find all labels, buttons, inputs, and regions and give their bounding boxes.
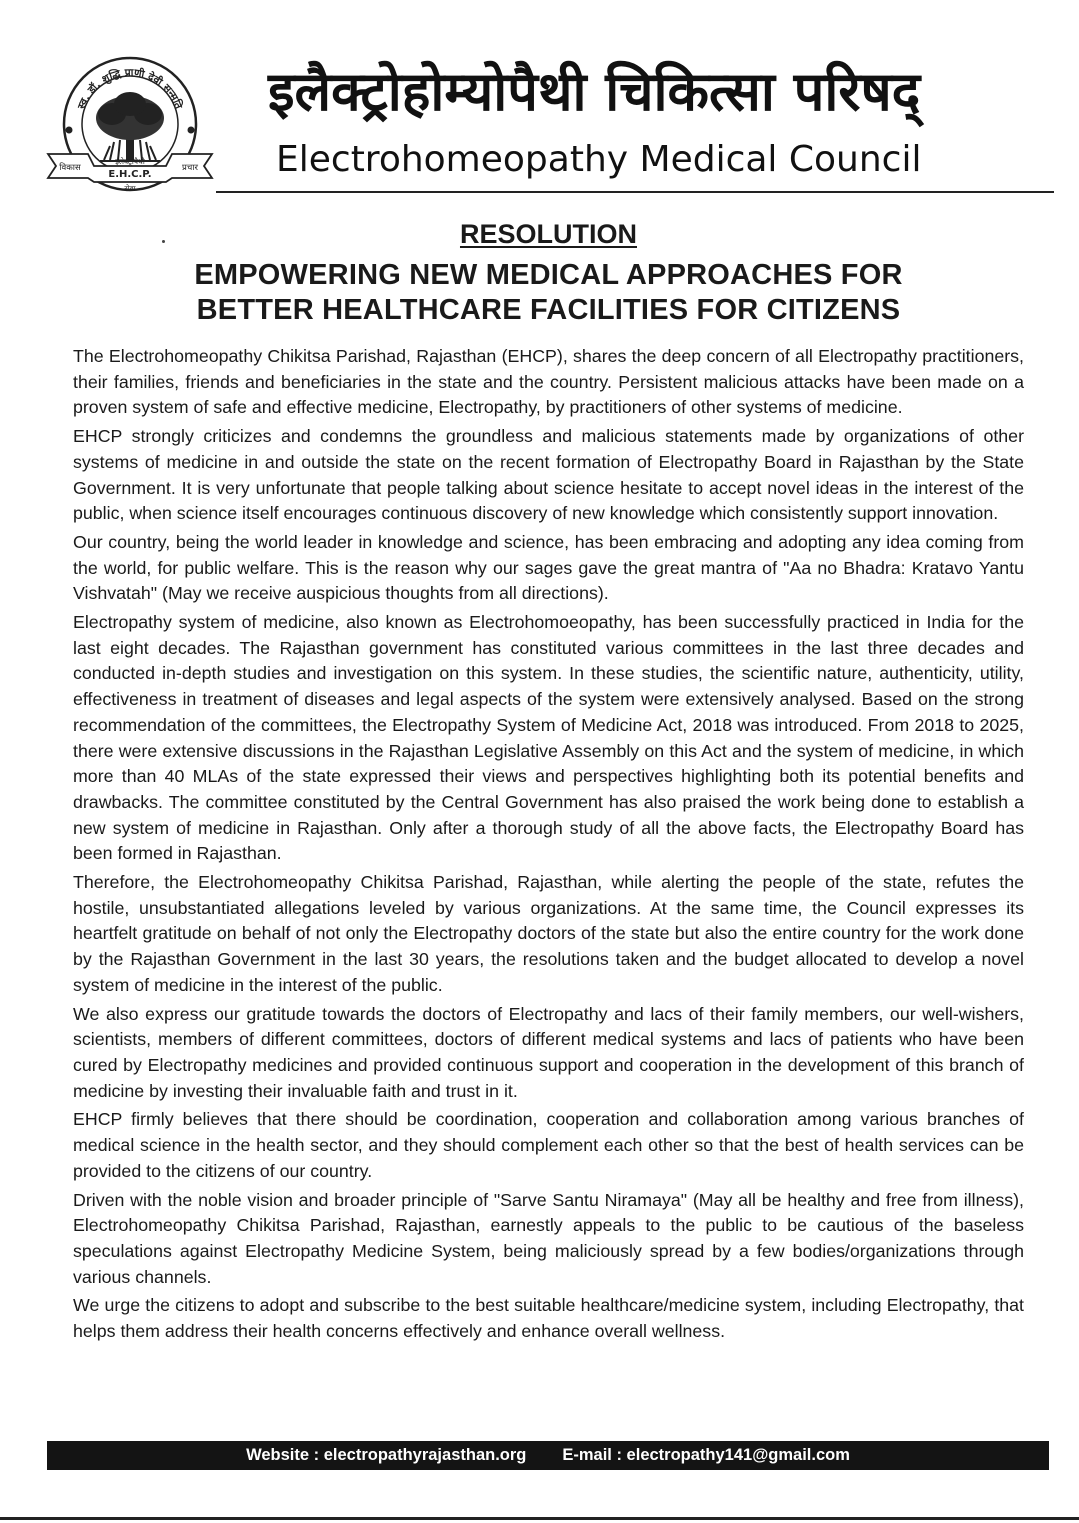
logo-arc-text: स्व. डॉ. शुद्धि प्राणी देवी सन्मति xyxy=(75,66,185,111)
logo-center-label: इलेक्ट्रोपैथी xyxy=(115,157,145,166)
headline-line-2: BETTER HEALTHCARE FACILITIES FOR CITIZENS xyxy=(196,294,901,326)
logo-ribbon-text: E.H.C.P. xyxy=(108,169,152,180)
logo-left-label: विकास xyxy=(59,163,81,173)
paragraph: Therefore, the Electrohomeopathy Chikitsa Parishad, Rajasthan, while alerting the people of the state, refutes the hostile, unsubstantiated allegations leveled by various organizations. At the same time, the Council expresses its heartfelt gratitude on behalf of not only the Electropathy doctors of the state but also the entire country for the work done by the Rajasthan Government in the last 30 years, the resolutions taken and the budget allocated to develop a novel system of medicine in the interest of the public. xyxy=(73,872,1024,995)
bottom-divider xyxy=(0,1517,1079,1520)
logo-right-label: प्रचार xyxy=(182,163,198,173)
document-headline xyxy=(0,258,1079,328)
header-divider xyxy=(216,191,1054,193)
footer-website[interactable]: Website : electropathyrajasthan.org xyxy=(246,1446,527,1464)
resolution-label: RESOLUTION xyxy=(459,219,637,249)
paragraph: Electropathy system of medicine, also known as Electrohomoeopathy, has been successfully practiced in India for the last eight decades. The Rajasthan government has constituted various committees in the last three decades and conducted in-depth studies and investigation on this system. In these studies, the scientific nature, authenticity, utility, effectiveness in treatment of diseases and legal aspects of the system were extensively analysed. Based on the strong recommendation of the committees, the Electropathy System of Medicine Act, 2018 was introduced. From 2018 to 2025, there were extensive discussions in the Rajasthan Legislative Assembly on this Act and the system of medicine, in which more than 40 MLAs of the state expressed their views and perspectives highlighting both its potential benefits and drawbacks. The committee constituted by the Central Government has also praised the work being done to establish a new system of medicine in Rajasthan. Only after a thorough study of all the above facts, the Electropathy Board has been formed in Rajasthan. xyxy=(73,612,1024,864)
logo-bottom-label: सेवा xyxy=(124,184,136,193)
headline-line-1: EMPOWERING NEW MEDICAL APPROACHES FOR xyxy=(194,259,903,291)
paragraph: Driven with the noble vision and broader principle of "Sarve Santu Niramaya" (May all be healthy and free from illness), Electrohomeopathy Chikitsa Parishad, Rajasthan, earnestly appeals to the public to be cautious of the baseless speculations against Electropathy Medicine System, being maliciously spread by a few bodies/organizations through various channels. xyxy=(73,1189,1024,1287)
council-emblem-logo xyxy=(44,42,214,200)
footer-email[interactable]: E-mail : electropathy141@gmail.com xyxy=(562,1446,850,1464)
paragraph: We urge the citizens to adopt and subscribe to the best suitable healthcare/medicine system, including Electropathy, that helps them address their health concerns effectively and enhance overall wellness. xyxy=(73,1295,1024,1342)
paragraph: The Electrohomeopathy Chikitsa Parishad, Rajasthan (EHCP), shares the deep concern of all Electropathy practitioners, their families, friends and beneficiaries in the state and the country. Persistent malicious attacks have been made on a proven system of safe and effective medicine, Electropathy, by practitioners of other systems of medicine. xyxy=(73,346,1024,418)
paragraph: Our country, being the world leader in knowledge and science, has been embracing and adopting any idea coming from the world, for public welfare. This is the reason why our sages gave the great mantra of "Aa no Bhadra: Kratavo Yantu Vishvatah" (May we receive auspicious thoughts from all directions). xyxy=(73,531,1024,604)
footer-contact-bar xyxy=(47,1441,1049,1470)
council-title-english: Electrohomeopathy Medical Council xyxy=(276,139,922,180)
council-title-hindi: इलैक्ट्रोहोम्योपैथी चिकित्सा परिषद् xyxy=(268,60,921,123)
paragraph: EHCP firmly believes that there should be coordination, cooperation and collaboration among various branches of medical science in the health sector, and they should complement each other so that the best of health services can be provided to the citizens of our country. xyxy=(73,1109,1024,1181)
banyan-tree-emblem-icon xyxy=(44,42,214,200)
resolution-body xyxy=(73,344,1024,1348)
paragraph: EHCP strongly criticizes and condemns the groundless and malicious statements made by organizations of other systems of medicine in and outside the state on the recent formation of Electropathy Board in Rajasthan by the State Government. It is very unfortunate that people talking about science hesitate to accept novel ideas in the interest of the public, when science itself encourages continuous discovery of new knowledge which consistently support innovation. xyxy=(73,426,1024,524)
paragraph: We also express our gratitude towards the doctors of Electropathy and lacs of their family members, our well-wishers, scientists, members of different committees, doctors of different medical systems and lacs of patients who have been cured by Electropathy medicines and provided continuous support and cooperation in the development of this branch of medicine by investing their invaluable faith and trust in it. xyxy=(73,1003,1024,1101)
